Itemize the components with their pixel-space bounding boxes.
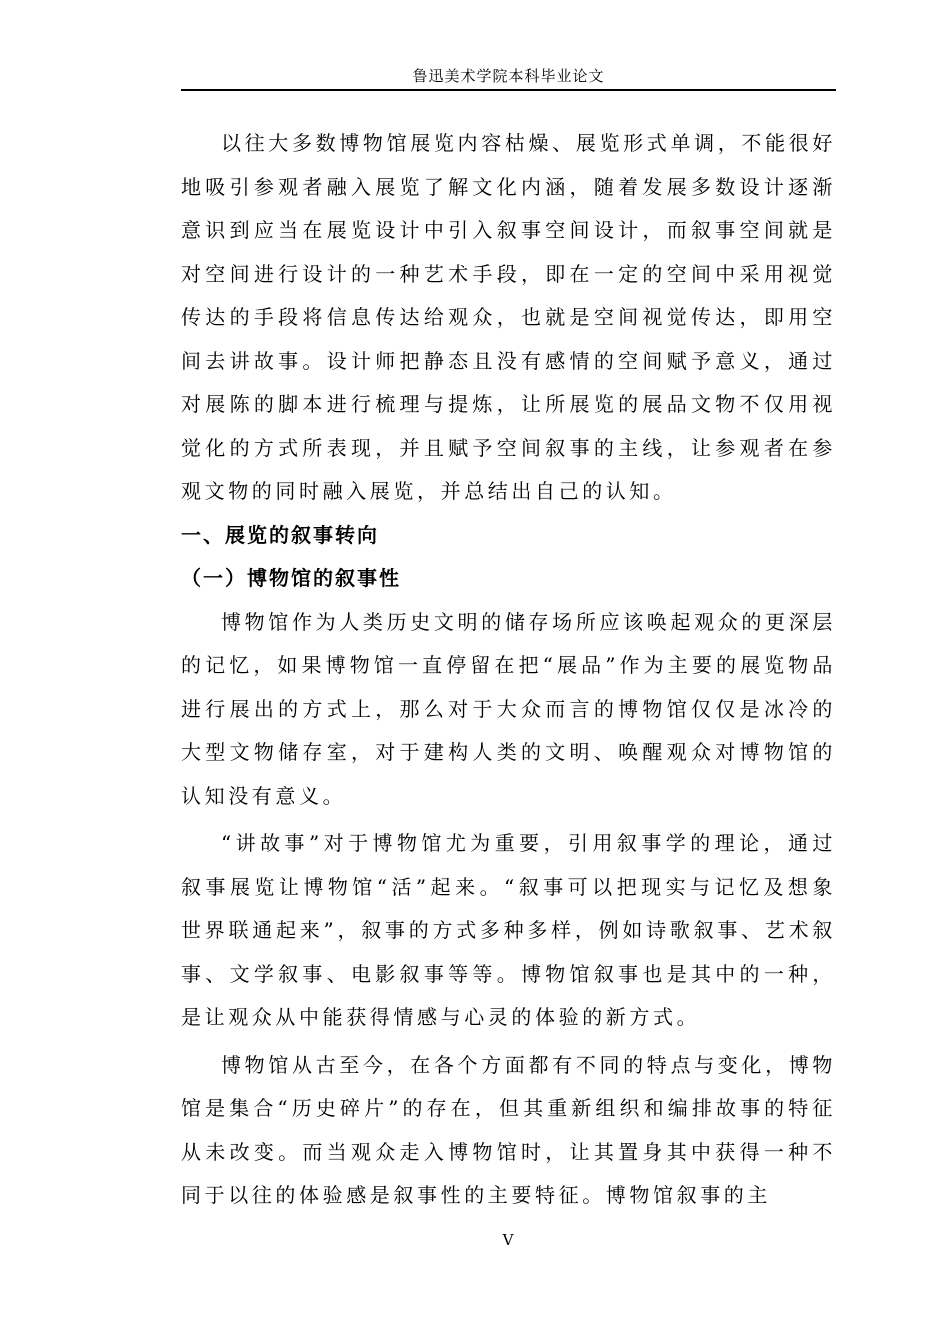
paragraph-museum-memory: 博物馆作为人类历史文明的储存场所应该唤起观众的更深层的记忆，如果博物馆一直停留在把“展品”作为主要的展览物品进行展出的方式上，那么对于大众而言的博物馆仅仅是冰冷的大型文物储存室，对于建构人类的文明、唤醒观众对博物馆的认知没有意义。 <box>181 609 836 808</box>
subsection-heading: （一）博物馆的叙事性 <box>181 566 401 590</box>
header-rule <box>181 89 836 91</box>
section-heading: 一、展览的叙事转向 <box>181 522 379 547</box>
page-number: V <box>502 1231 514 1249</box>
paragraph-museum-history: 博物馆从古至今，在各个方面都有不同的特点与变化，博物馆是集合“历史碎片”的存在，但其重新组织和编排故事的特征从未改变。而当观众走入博物馆时，让其置身其中获得一种不同于以往的体验感是叙事性的主要特征。博物馆叙事的主 <box>181 1052 836 1207</box>
body-text <box>181 122 836 1218</box>
paragraph-narrative-space: 以往大多数博物馆展览内容枯燥、展览形式单调，不能很好地吸引参观者融入展览了解文化内涵，随着发展多数设计逐渐意识到应当在展览设计中引入叙事空间设计，而叙事空间就是对空间进行设计的一种艺术手段，即在一定的空间中采用视觉传达的手段将信息传达给观众，也就是空间视觉传达，即用空间去讲故事。设计师把静态且没有感情的空间赋予意义，通过对展陈的脚本进行梳理与提炼，让所展览的展品文物不仅用视觉化的方式所表现，并且赋予空间叙事的主线，让参观者在参观文物的同时融入展览，并总结出自己的认知。 <box>181 131 836 503</box>
running-header: 鲁迅美术学院本科毕业论文 <box>412 67 605 85</box>
paragraph-storytelling: “讲故事”对于博物馆尤为重要，引用叙事学的理论，通过叙事展览让博物馆“活”起来。“叙事可以把现实与记忆及想象世界联通起来”，叙事的方式多种多样，例如诗歌叙事、艺术叙事、文学叙事、电影叙事等等。博物馆叙事也是其中的一种，是让观众从中能获得情感与心灵的体验的新方式。 <box>181 831 836 1029</box>
